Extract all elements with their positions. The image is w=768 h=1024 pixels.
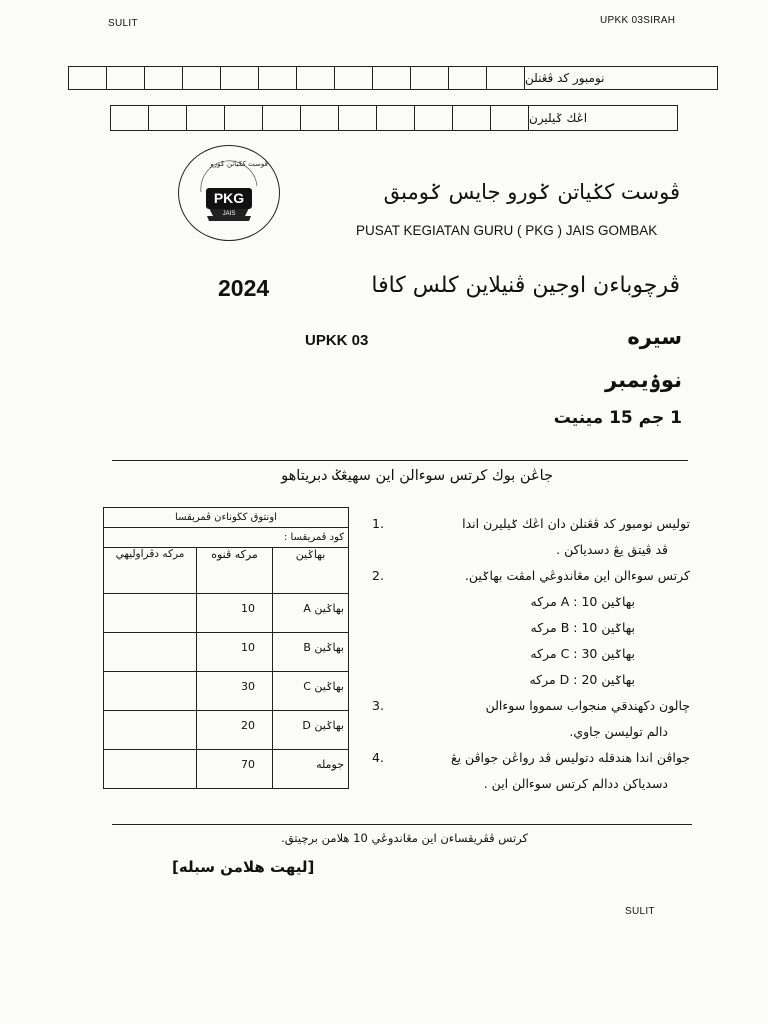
row-section: بهاݢين B bbox=[273, 633, 349, 672]
logo-arc-text: ڤوست كݢياتن ݢورو bbox=[210, 160, 268, 168]
footer-sulit: SULIT bbox=[625, 906, 655, 917]
candidate-number-label: نومبور كد ڤڠنلن bbox=[525, 71, 605, 85]
logo-sub: JAIS bbox=[222, 211, 236, 217]
instruction-item bbox=[372, 745, 690, 797]
turn-over-note: [ليهت هلامن سبله] bbox=[172, 858, 315, 876]
candidate-number-cell[interactable] bbox=[297, 67, 335, 89]
marks-row bbox=[104, 633, 349, 672]
marks-row bbox=[104, 711, 349, 750]
row-full-marks: 70 bbox=[197, 750, 273, 789]
row-section: بهاݢين C bbox=[273, 672, 349, 711]
row-obtained-marks[interactable] bbox=[104, 594, 197, 633]
marks-row bbox=[104, 594, 349, 633]
divider-top bbox=[112, 460, 688, 461]
marks-rows bbox=[104, 594, 349, 789]
instruction-item bbox=[372, 693, 690, 745]
section-marks-line: بهاݢين A : 10 مركه bbox=[530, 594, 635, 609]
pages-note: كرتس ڤڤريقساءن اين مڠاندوڠي 10 هلامن برچيتق. bbox=[281, 831, 528, 845]
instructions-list bbox=[372, 511, 690, 797]
candidate-number-cell[interactable] bbox=[183, 67, 221, 89]
index-number-cell[interactable] bbox=[111, 106, 149, 130]
marks-table-title: اونتوق کڬوناءن ڤمريقسا bbox=[104, 508, 349, 528]
header-full-marks: مركه ڤنوه bbox=[197, 548, 273, 594]
exam-code: UPKK 03 bbox=[305, 332, 369, 349]
instruction-line: دالم توليسن جاوي. bbox=[569, 724, 668, 739]
index-number-cell[interactable] bbox=[453, 106, 491, 130]
section-marks-line: بهاݢين B : 10 مركه bbox=[530, 620, 635, 635]
instruction-line: كرتس سوءالن اين مڠاندوڠي امڤت بهاݢين. bbox=[464, 568, 690, 583]
marks-row bbox=[104, 750, 349, 789]
pkg-jais-logo bbox=[178, 145, 280, 241]
row-full-marks: 30 bbox=[197, 672, 273, 711]
section-marks-line: بهاݢين C : 30 مركه bbox=[530, 646, 635, 661]
candidate-number-cell[interactable] bbox=[145, 67, 183, 89]
row-obtained-marks[interactable] bbox=[104, 750, 197, 789]
examiner-code: كود ڤمريقسا : bbox=[104, 528, 349, 548]
index-number-cell[interactable] bbox=[491, 106, 529, 130]
exam-month: نوۏيمبر bbox=[605, 368, 682, 392]
row-obtained-marks[interactable] bbox=[104, 711, 197, 750]
index-number-cell[interactable] bbox=[415, 106, 453, 130]
index-number-cell[interactable] bbox=[149, 106, 187, 130]
header-section: بهاݢين bbox=[273, 548, 349, 594]
index-number-cell[interactable] bbox=[187, 106, 225, 130]
instruction-number: 1. bbox=[372, 516, 384, 531]
header-obtained-marks: مركه دڤراوليهي bbox=[104, 548, 197, 594]
candidate-number-cell[interactable] bbox=[107, 67, 145, 89]
instruction-number: 4. bbox=[372, 750, 384, 765]
instruction-number bbox=[372, 771, 400, 797]
candidate-number-cell[interactable] bbox=[69, 67, 107, 89]
candidate-number-box[interactable] bbox=[68, 66, 718, 90]
exam-title: ڤرچوباءن اوجين ڤنيلاين كلس كافا bbox=[371, 273, 680, 298]
instruction-item bbox=[372, 511, 690, 563]
row-obtained-marks[interactable] bbox=[104, 633, 197, 672]
candidate-number-cell[interactable] bbox=[221, 67, 259, 89]
exam-duration: 1 جم 15 مينيت bbox=[553, 408, 682, 428]
logo-badge: PKG bbox=[213, 190, 245, 206]
index-number-label: اڠك ݢيليرن bbox=[529, 111, 588, 125]
index-number-cell[interactable] bbox=[377, 106, 415, 130]
row-obtained-marks[interactable] bbox=[104, 672, 197, 711]
index-number-cell[interactable] bbox=[339, 106, 377, 130]
header-paper-code: UPKK 03SIRAH bbox=[600, 15, 676, 26]
marks-table bbox=[103, 507, 349, 789]
header-sulit: SULIT bbox=[108, 18, 138, 29]
exam-subject: سيره bbox=[627, 325, 682, 349]
row-full-marks: 20 bbox=[197, 711, 273, 750]
index-number-cell[interactable] bbox=[263, 106, 301, 130]
instruction-line: ڤد ڤيتق يڠ دسدياكن . bbox=[556, 542, 668, 557]
candidate-number-cell[interactable] bbox=[373, 67, 411, 89]
instruction-line: توليس نومبور كد ڤڠنلن دان اڠك ݢيليرن اندا bbox=[462, 516, 690, 531]
row-full-marks: 10 bbox=[197, 594, 273, 633]
instruction-number bbox=[372, 537, 400, 563]
divider-bottom bbox=[112, 824, 692, 825]
exam-year: 2024 bbox=[218, 275, 270, 301]
candidate-number-cell[interactable] bbox=[411, 67, 449, 89]
instruction-line: دسدياكن ددالم كرتس سوءالن اين . bbox=[483, 776, 668, 791]
instruction-line: چالون دكهندقي منجواب سمووا سوءالن bbox=[485, 698, 690, 713]
index-cells[interactable] bbox=[111, 106, 529, 130]
candidate-number-cell[interactable] bbox=[259, 67, 297, 89]
candidate-number-cell[interactable] bbox=[335, 67, 373, 89]
instructions-heading: جاڠن بوك كرتس سوءالن اين سهيڠݢ دبريتاهو bbox=[281, 468, 553, 484]
index-number-cell[interactable] bbox=[301, 106, 339, 130]
instruction-item bbox=[372, 563, 690, 693]
institution-rumi: PUSAT KEGIATAN GURU ( PKG ) JAIS GOMBAK bbox=[356, 223, 658, 238]
candidate-number-cell[interactable] bbox=[487, 67, 525, 89]
instruction-number bbox=[372, 719, 400, 745]
row-full-marks: 10 bbox=[197, 633, 273, 672]
instruction-number: 2. bbox=[372, 568, 384, 583]
instruction-number: 3. bbox=[372, 698, 384, 713]
row-section: جومله bbox=[273, 750, 349, 789]
institution-jawi: ڤوست كݢياتن ݢورو جايس ݢومبق bbox=[383, 180, 680, 204]
candidate-number-cell[interactable] bbox=[449, 67, 487, 89]
index-number-cell[interactable] bbox=[225, 106, 263, 130]
row-section: بهاݢين A bbox=[273, 594, 349, 633]
number-cells[interactable] bbox=[69, 67, 525, 89]
index-number-box[interactable] bbox=[110, 105, 678, 131]
section-marks-line: بهاݢين D : 20 مركه bbox=[529, 672, 635, 687]
row-section: بهاݢين D bbox=[273, 711, 349, 750]
marks-row bbox=[104, 672, 349, 711]
instruction-line: جواڤن اندا هندقله دتوليس ڤد رواڠن جواڤن يڠ bbox=[450, 750, 690, 765]
